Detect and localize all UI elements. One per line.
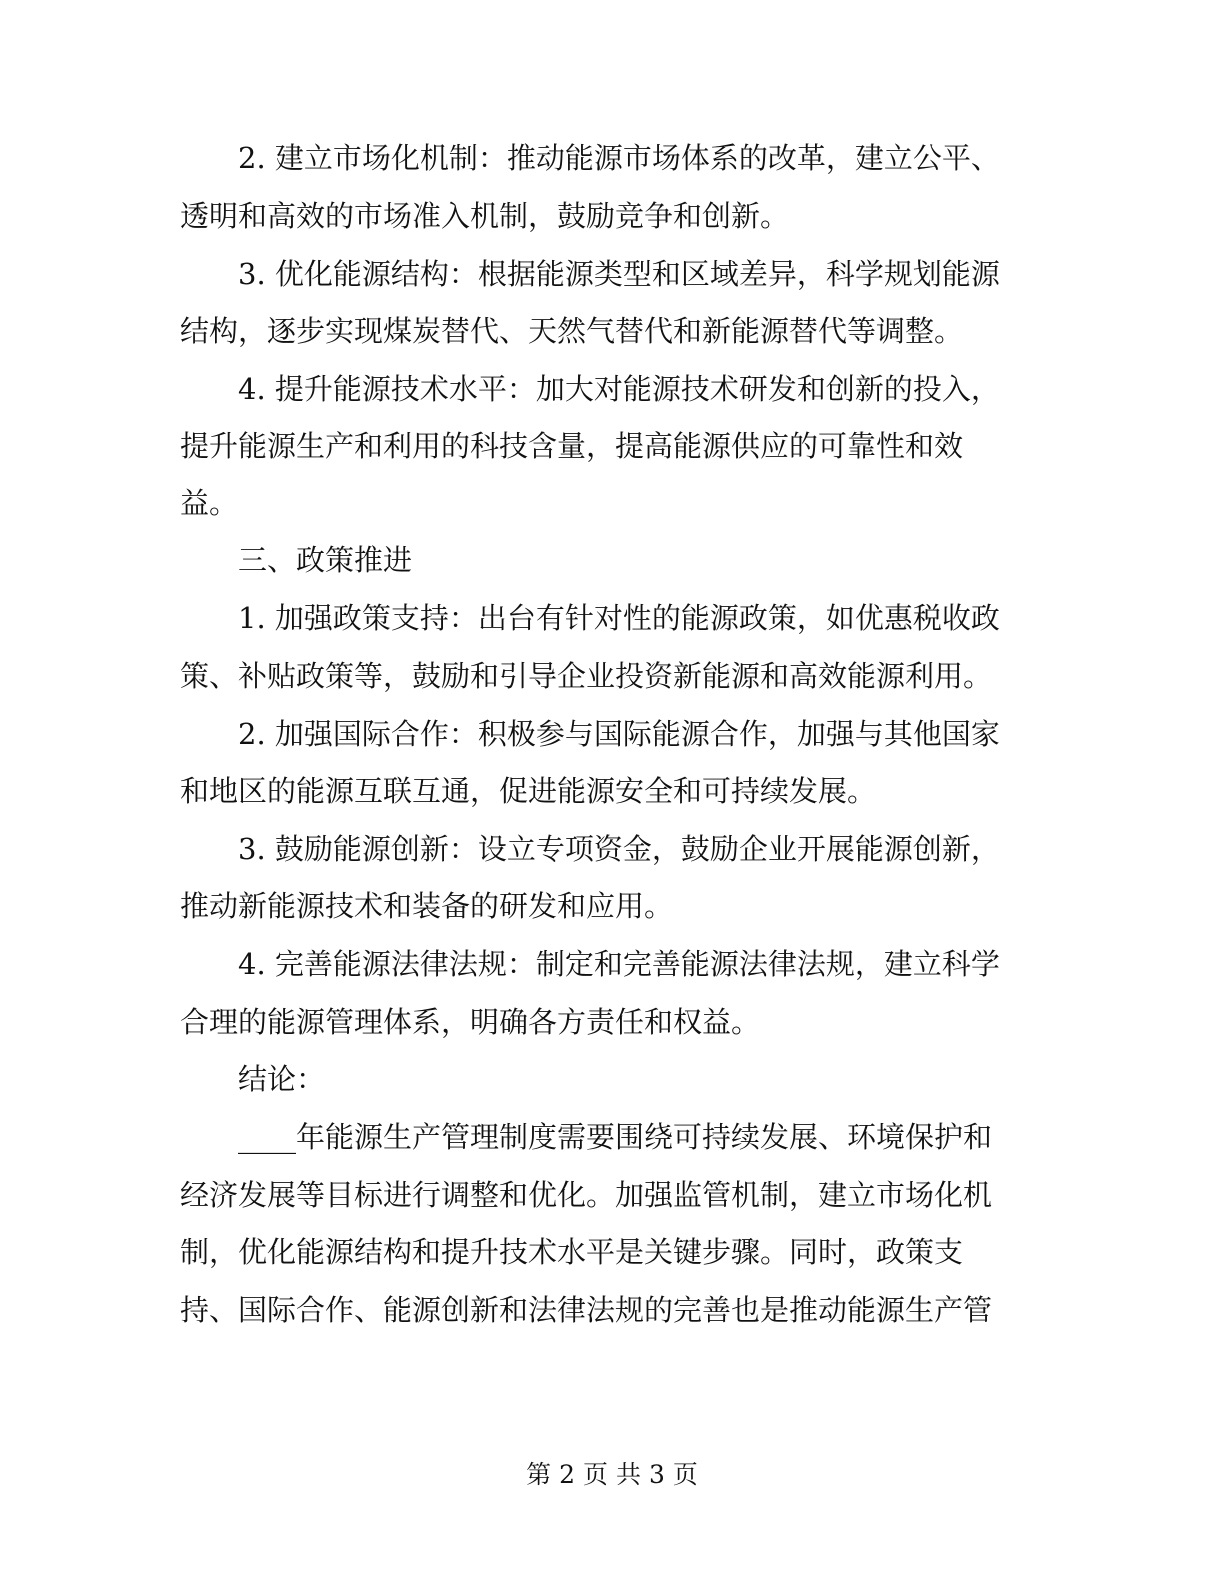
paragraph-line: 2. 加强国际合作：积极参与国际能源合作，加强与其他国家 — [238, 717, 1000, 751]
section-heading: 三、政策推进 — [238, 543, 413, 577]
paragraph-line: 制，优化能源结构和提升技术水平是关键步骤。同时，政策支 — [180, 1235, 964, 1269]
page-label-prefix: 第 — [526, 1460, 552, 1489]
conclusion-heading: 结论： — [238, 1062, 326, 1096]
page-footer — [0, 1458, 1224, 1492]
page-total: 3 — [648, 1460, 665, 1489]
paragraph-line: 4. 提升能源技术水平：加大对能源技术研发和创新的投入， — [238, 372, 1000, 406]
paragraph-line: 1. 加强政策支持：出台有针对性的能源政策，如优惠税收政 — [238, 601, 1000, 635]
paragraph-line: 结构，逐步实现煤炭替代、天然气替代和新能源替代等调整。 — [180, 314, 964, 348]
paragraph-line: 推动新能源技术和装备的研发和应用。 — [180, 889, 674, 923]
paragraph-line: ____年能源生产管理制度需要围绕可持续发展、环境保护和 — [238, 1120, 993, 1154]
paragraph-line: 持、国际合作、能源创新和法律法规的完善也是推动能源生产管 — [180, 1293, 993, 1327]
paragraph-line: 4. 完善能源法律法规：制定和完善能源法律法规，建立科学 — [238, 947, 1000, 981]
paragraph-line: 益。 — [180, 486, 239, 520]
paragraph-line: 提升能源生产和利用的科技含量，提高能源供应的可靠性和效 — [180, 429, 964, 463]
paragraph-line: 2. 建立市场化机制：推动能源市场体系的改革，建立公平、 — [238, 141, 1000, 175]
page-current: 2 — [559, 1460, 576, 1489]
paragraph-line: 透明和高效的市场准入机制，鼓励竞争和创新。 — [180, 199, 790, 233]
paragraph-line: 和地区的能源互联互通，促进能源安全和可持续发展。 — [180, 774, 877, 808]
paragraph-line: 策、补贴政策等，鼓励和引导企业投资新能源和高效能源利用。 — [180, 659, 993, 693]
page-label-mid: 页 共 — [583, 1460, 641, 1489]
paragraph-line: 经济发展等目标进行调整和优化。加强监管机制，建立市场化机 — [180, 1178, 993, 1212]
paragraph-line: 3. 优化能源结构：根据能源类型和区域差异，科学规划能源 — [238, 257, 1000, 291]
page-label-suffix: 页 — [672, 1460, 698, 1489]
paragraph-line: 3. 鼓励能源创新：设立专项资金，鼓励企业开展能源创新， — [238, 832, 1000, 866]
paragraph-line: 合理的能源管理体系，明确各方责任和权益。 — [180, 1005, 761, 1039]
